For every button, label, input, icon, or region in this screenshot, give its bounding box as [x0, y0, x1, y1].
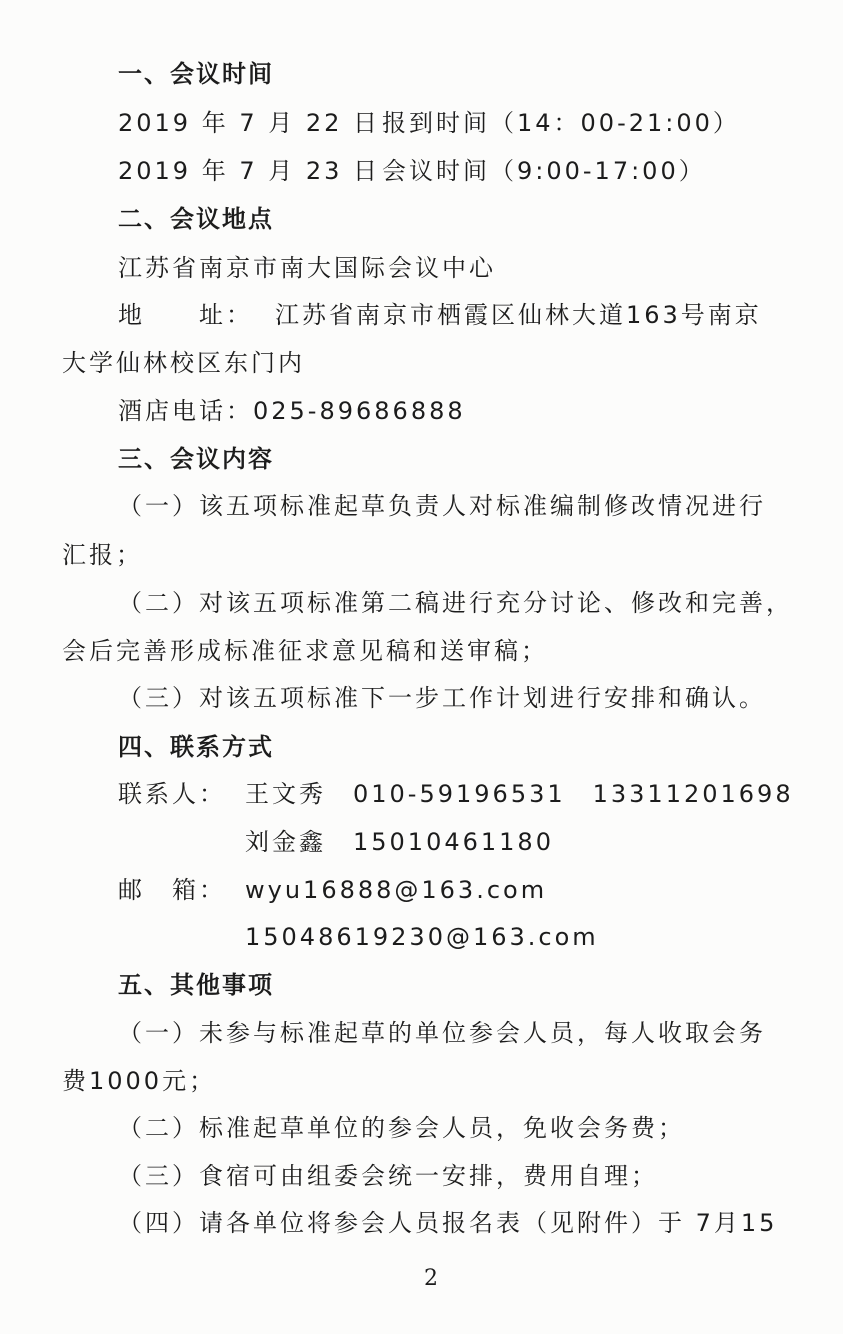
contact-person-1: 王文秀 010-59196531 13311201698: [245, 780, 794, 808]
section-heading-meeting-time: 一、会议时间: [118, 60, 274, 88]
registration-time: 报到时间（14：00-21:00）: [382, 109, 740, 137]
other-item-1-line-2: 费1000元；: [62, 1067, 217, 1095]
other-item-3: （三）食宿可由组委会统一安排，费用自理；: [118, 1162, 658, 1190]
content-item-3: （三）对该五项标准下一步工作计划进行安排和确认。: [118, 684, 766, 712]
venue-name: 江苏省南京市南大国际会议中心: [118, 254, 496, 282]
email-label: 邮 箱：: [118, 876, 226, 904]
meeting-date: 2019 年 7 月 23 日: [118, 157, 381, 185]
other-item-2: （二）标准起草单位的参会人员，免收会务费；: [118, 1114, 685, 1142]
content-item-2-line-1: （二）对该五项标准第二稿进行充分讨论、修改和完善，: [118, 589, 793, 617]
address-line-1: 江苏省南京市栖霞区仙林大道163号南京: [275, 301, 762, 329]
section-heading-meeting-location: 二、会议地点: [118, 205, 274, 233]
other-item-4: （四）请各单位将参会人员报名表（见附件）于 7月15: [118, 1209, 778, 1237]
email-1: wyu16888@163.com: [245, 876, 548, 904]
contact-label: 联系人：: [118, 780, 226, 808]
content-item-1-line-1: （一）该五项标准起草负责人对标准编制修改情况进行: [118, 492, 766, 520]
hotel-phone: 酒店电话：025-89686888: [118, 397, 466, 425]
content-item-1-line-2: 汇报；: [62, 541, 143, 569]
contact-person-2: 刘金鑫 15010461180: [245, 828, 554, 856]
section-heading-other-matters: 五、其他事项: [118, 971, 274, 999]
registration-date: 2019 年 7 月 22 日: [118, 109, 381, 137]
address-label: 地 址：: [118, 301, 253, 329]
content-item-2-line-2: 会后完善形成标准征求意见稿和送审稿；: [62, 637, 548, 665]
section-heading-contact: 四、联系方式: [118, 733, 274, 761]
meeting-hours: 会议时间（9:00-17:00）: [382, 157, 706, 185]
email-2: 15048619230@163.com: [245, 923, 599, 951]
other-item-1-line-1: （一）未参与标准起草的单位参会人员，每人收取会务: [118, 1019, 766, 1047]
section-heading-meeting-content: 三、会议内容: [118, 445, 274, 473]
page-number: 2: [424, 1266, 438, 1291]
address-line-2: 大学仙林校区东门内: [62, 349, 305, 377]
